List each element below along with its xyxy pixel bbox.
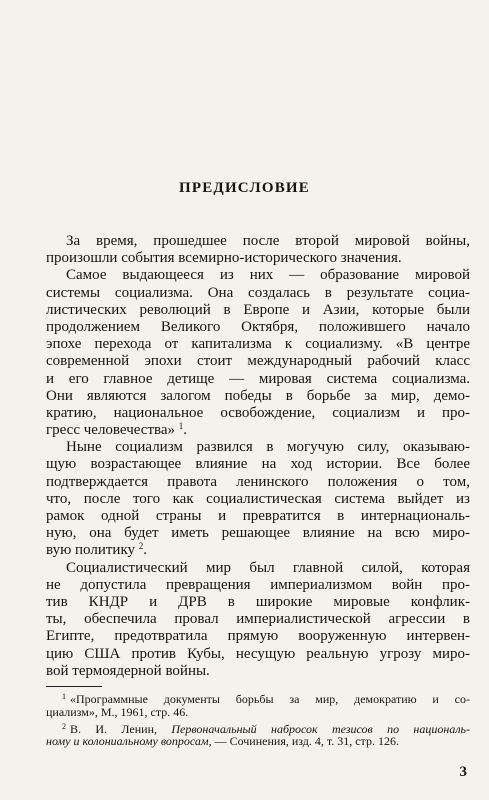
paragraph-2: [46, 267, 470, 439]
text-segment: .: [143, 542, 148, 559]
text-line: подтверждается правота ленинского положения о том,: [46, 473, 470, 490]
text-line: и его главное детище — мировая система социализма.: [46, 370, 470, 387]
text-line: Социалистический мир был главной силой, которая: [66, 559, 470, 576]
footnote-2-cont: [46, 734, 470, 749]
text-line: Самое выдающееся из них — образование мировой: [66, 267, 470, 284]
text-line: За время, прошедшее после второй мировой войны,: [66, 233, 470, 249]
text-line: Они являются залогом победы в борьбе за мир, демо-: [46, 387, 470, 404]
body-text: [46, 233, 470, 680]
chapter-heading: ПРЕДИСЛОВИЕ: [178, 180, 310, 196]
text-line: цию США против Кубы, несущую реальную угрозу миро-: [46, 645, 470, 662]
footnotes: [46, 690, 470, 749]
text-segment: — Сочинения, изд. 4, т. 31, стр. 126.: [211, 734, 399, 749]
text-line: ную, она будет иметь решающее влияние на всю миро-: [46, 525, 470, 542]
text-line: произошли события всемирно-исторического значения.: [46, 250, 402, 267]
footnote-1-cont: циализм», М., 1961, стр. 46.: [46, 704, 189, 719]
text-segment: вую политику: [46, 542, 136, 559]
paragraph-3: [46, 439, 470, 559]
text-segment: Первоначальный набросок тезисов по националь-: [171, 721, 471, 736]
text-line: системы социализма. Она создалась в результате социа-: [46, 284, 470, 301]
footnote-number: 1: [62, 692, 66, 701]
text-line: [46, 542, 470, 559]
text-line: кратию, национальное освобождение, социализм и про-: [46, 404, 470, 421]
text-line: Ныне социализм развился в могучую силу, оказываю-: [66, 439, 470, 456]
text-segment: гресс человечества»: [46, 422, 176, 439]
footnote-ref-1: 1: [178, 421, 184, 432]
text-segment: В. И. Ленин,: [70, 721, 172, 736]
text-segment: ному и колониальному вопросам,: [46, 734, 212, 749]
text-segment: «Программные документы борьбы за мир, демократию и со-: [70, 692, 470, 706]
footnote-1: [46, 690, 470, 705]
text-line: продолжением Великого Октября, положившего начало: [46, 318, 470, 335]
footnote-2: [46, 720, 470, 735]
text-line: Египте, предотвратила прямую вооруженную интервен-: [46, 628, 470, 645]
text-line: что, после того как социалистическая система выйдет из: [46, 490, 470, 507]
paragraph-4: [46, 560, 470, 680]
text-line: щую возрастающее влияние на ход истории. Все более: [46, 456, 470, 473]
text-line: не допустила превращения империализмом войн про-: [46, 576, 470, 593]
text-line: вой термоядерной войны.: [46, 662, 210, 679]
text-line: эпохе перехода от капитализма к социализму. «В центре: [46, 336, 470, 353]
page-number: 3: [459, 764, 467, 780]
text-line: ты, обеспечила провал империалистической агрессии в: [46, 611, 470, 628]
footnote-number: 2: [62, 721, 66, 731]
text-segment: .: [183, 422, 188, 439]
footnote-divider: [46, 686, 102, 687]
text-line: тив КНДР и ДРВ в широкие мировые конфлик-: [46, 593, 470, 610]
text-line: рамок одной страны и превратится в интернациональ-: [46, 508, 470, 524]
text-line: листических революций в Европе и Азии, которые были: [46, 301, 470, 318]
footnote-ref-2: 2: [138, 541, 144, 552]
paragraph-1: [46, 233, 470, 267]
text-line: современной эпохи стоит международный рабочий класс: [46, 353, 470, 370]
text-line: [46, 422, 470, 439]
